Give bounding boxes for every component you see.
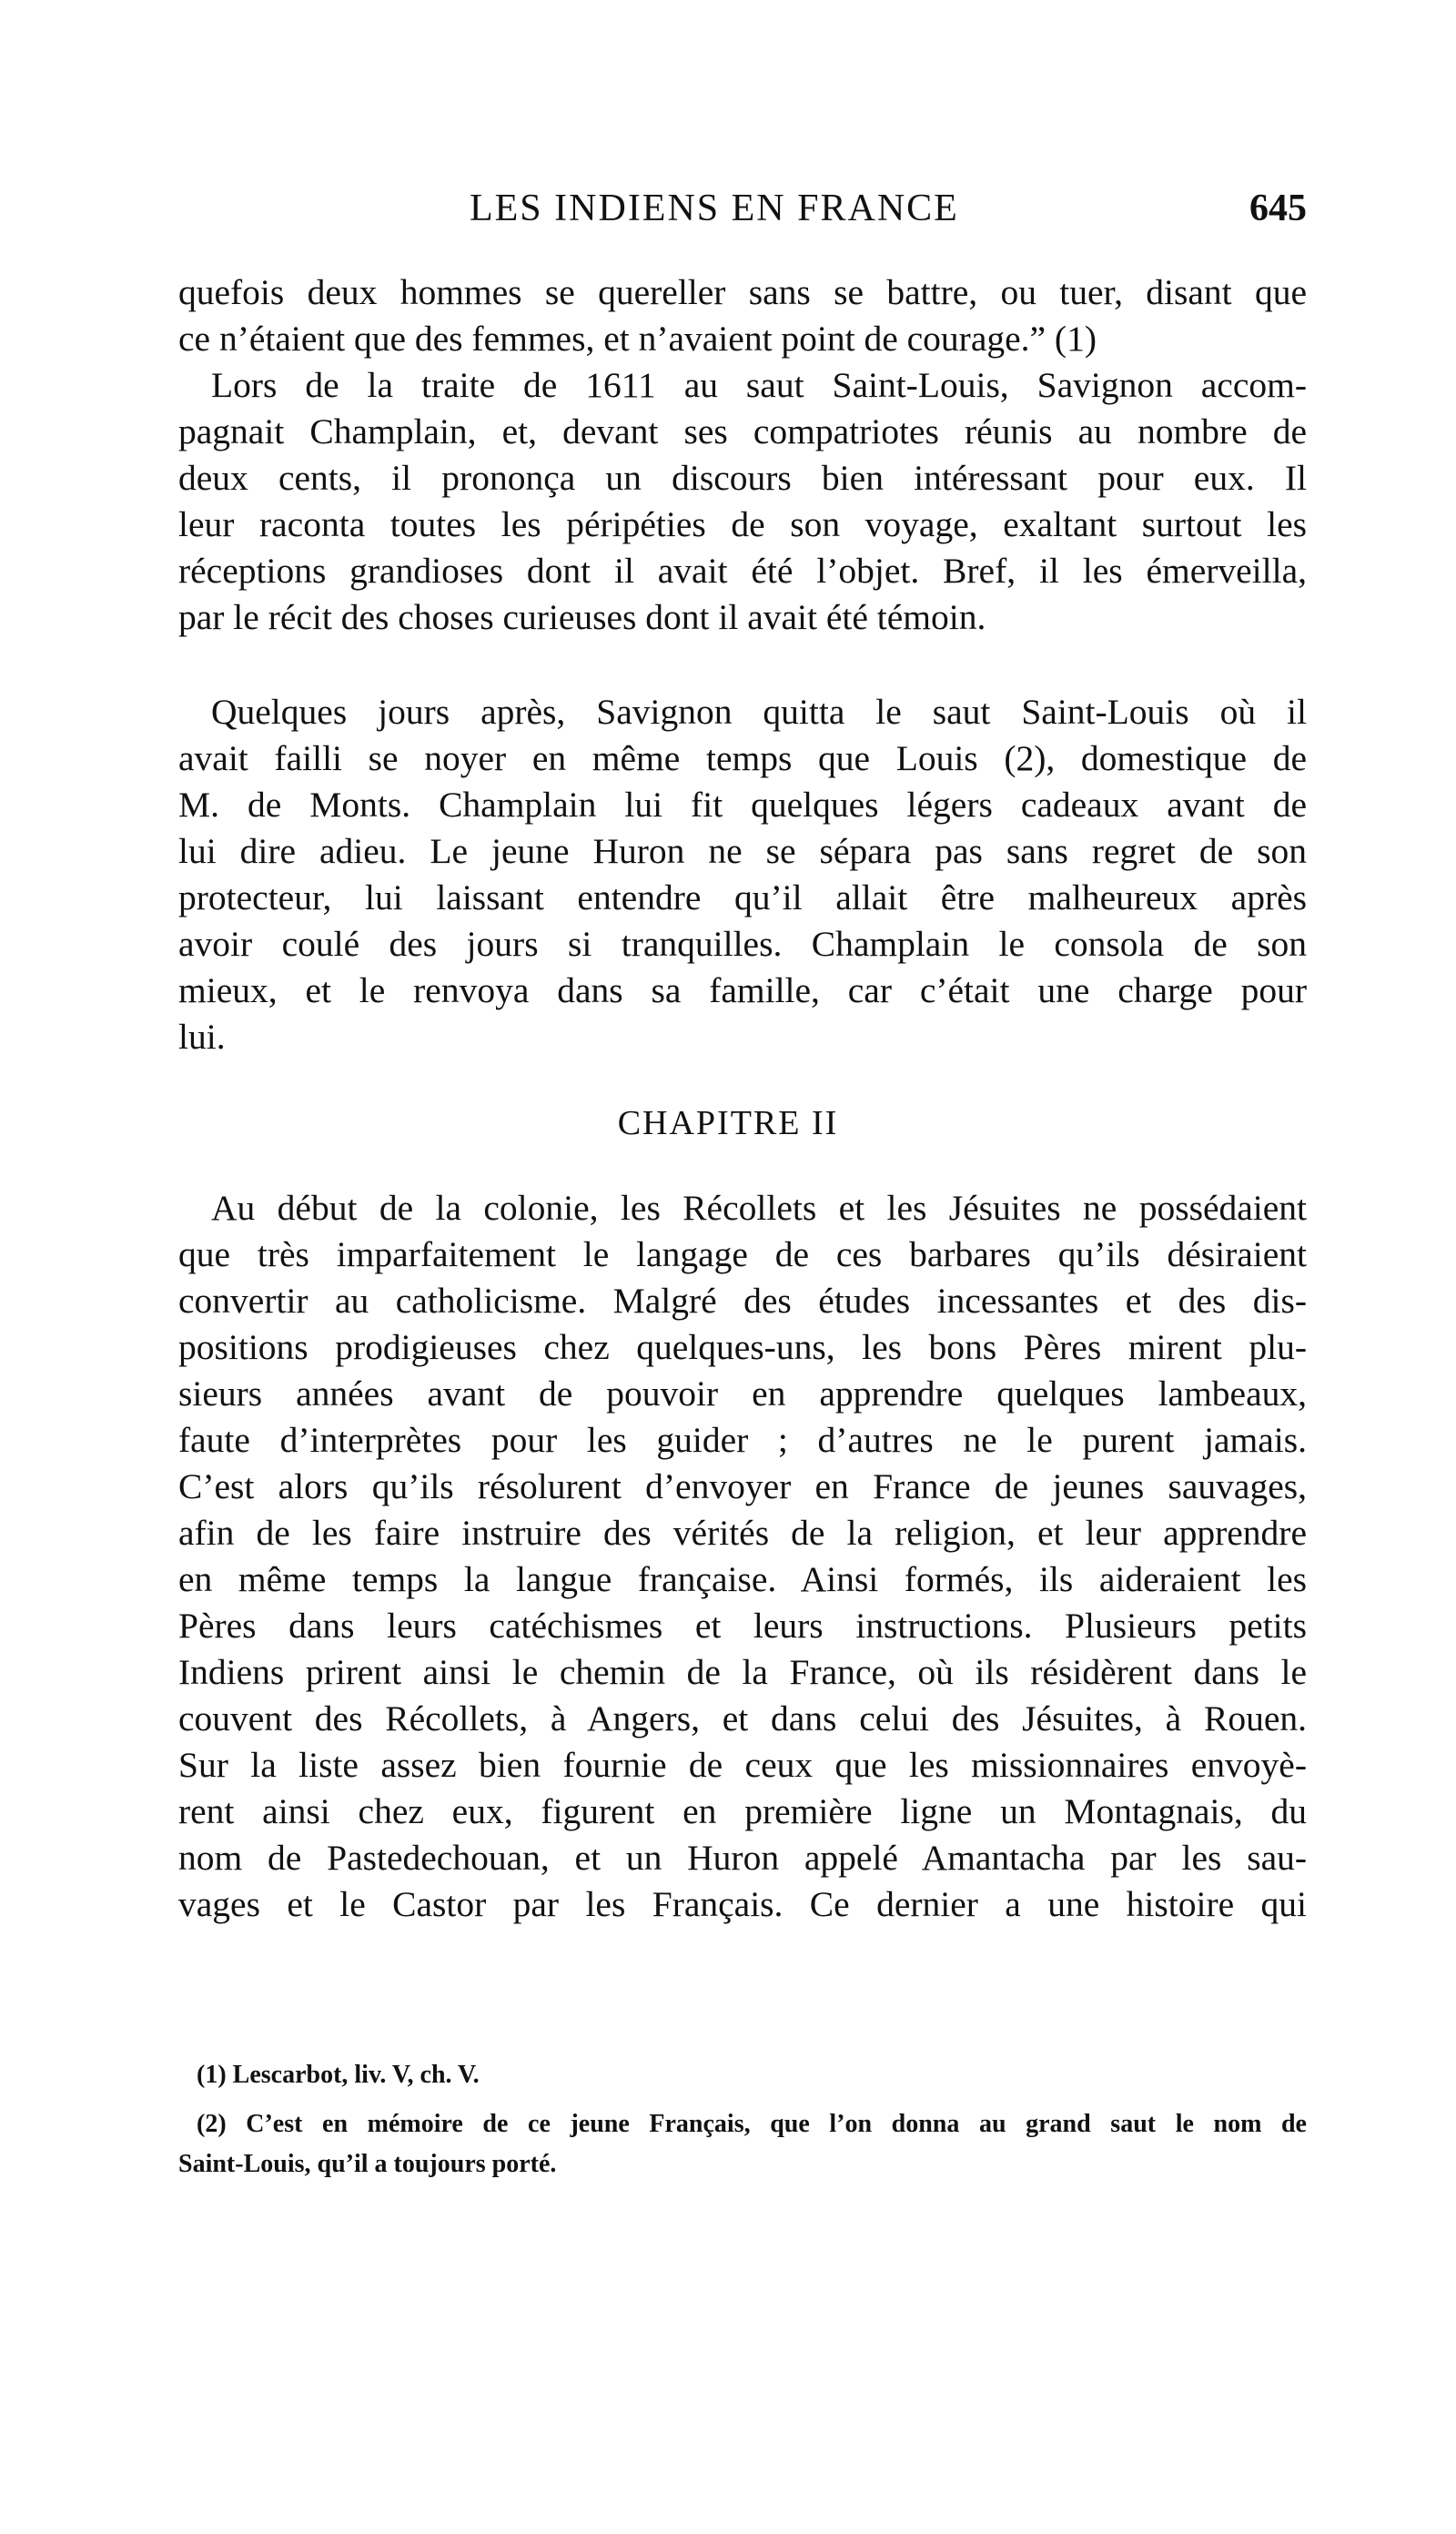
footnote-spacer (197, 2095, 1307, 2104)
text-line: en même temps la langue française. Ainsi formés, ils aideraient les (178, 1559, 1307, 1599)
footnote-1: (1) Lescarbot, liv. V, ch. V. (197, 2061, 480, 2089)
text-line: avait failli se noyer en même temps que Louis (2), domestique de (178, 738, 1307, 778)
paragraph-continued (178, 269, 1307, 641)
text-line: C’est alors qu’ils résolurent d’envoyer en France de jeunes sauvages, (178, 1466, 1307, 1506)
text-line: réceptions grandioses dont il avait été l’objet. Bref, il les émerveilla, (178, 551, 1307, 591)
text-line: convertir au catholicisme. Malgré des études incessantes et des dis- (178, 1281, 1307, 1321)
text-line: que très imparfaitement le langage de ces barbares qu’ils désiraient (178, 1234, 1307, 1274)
paragraph-chapter-opening (178, 1185, 1307, 1928)
text-line: lui. (178, 1017, 226, 1057)
running-title: LES INDIENS EN FRANCE (470, 188, 959, 229)
text-line: faute d’interprètes pour les guider ; d’autres ne le purent jamais. (178, 1420, 1307, 1460)
text-line: par le récit des choses curieuses dont il avait été témoin. (178, 597, 986, 637)
chapter-heading: CHAPITRE II (617, 1104, 839, 1142)
text-line: leur raconta toutes les péripéties de son voyage, exaltant surtout les (178, 504, 1307, 544)
footnote-2-line-1: (2) C’est en mémoire de ce jeune Français, que l’on donna au grand saut le nom de (197, 2110, 1307, 2138)
text-line: Lors de la traite de 1611 au saut Saint-Louis, Savignon accom- (211, 365, 1307, 405)
text-line: Quelques jours après, Savignon quitta le saut Saint-Louis où il (211, 692, 1307, 732)
text-line: nom de Pastedechouan, et un Huron appelé Amantacha par les sau- (178, 1838, 1307, 1878)
text-line: mieux, et le renvoya dans sa famille, car c’était une charge pour (178, 970, 1307, 1010)
text-line: deux cents, il prononça un discours bien intéressant pour eux. Il (178, 458, 1307, 498)
text-line: pagnait Champlain, et, devant ses compatriotes réunis au nombre de (178, 411, 1307, 451)
text-line: ce n’étaient que des femmes, et n’avaient point de courage.” (1) (178, 319, 1097, 359)
footnotes (178, 2055, 1307, 2184)
text-line: avoir coulé des jours si tranquilles. Champlain le consola de son (178, 924, 1307, 964)
text-line: couvent des Récollets, à Angers, et dans celui des Jésuites, à Rouen. (178, 1698, 1307, 1738)
text-line: M. de Monts. Champlain lui fit quelques légers cadeaux avant de (178, 785, 1307, 825)
text-line: lui dire adieu. Le jeune Huron ne se sépara pas sans regret de son (178, 831, 1307, 871)
page-number: 645 (1249, 188, 1307, 229)
text-line: sieurs années avant de pouvoir en apprendre quelques lambeaux, (178, 1373, 1307, 1414)
text-line: positions prodigieuses chez quelques-uns, les bons Pères mirent plu- (178, 1327, 1307, 1367)
running-head (178, 187, 1307, 232)
paragraph-savignon-departure (178, 689, 1307, 1060)
text-line: protecteur, lui laissant entendre qu’il allait être malheureux après (178, 877, 1307, 917)
text-line: Au début de la colonie, les Récollets et les Jésuites ne possédaient (211, 1188, 1307, 1228)
text-line: quefois deux hommes se quereller sans se battre, ou tuer, disant que (178, 272, 1307, 312)
text-line: rent ainsi chez eux, figurent en première ligne un Montagnais, du (178, 1791, 1307, 1831)
text-line: Indiens prirent ainsi le chemin de la France, où ils résidèrent dans le (178, 1652, 1307, 1692)
text-line: Sur la liste assez bien fournie de ceux que les missionnaires envoyè- (178, 1745, 1307, 1785)
text-line: afin de les faire instruire des vérités de la religion, et leur apprendre (178, 1513, 1307, 1553)
text-line: vages et le Castor par les Français. Ce dernier a une histoire qui (178, 1884, 1307, 1924)
text-line: Pères dans leurs catéchismes et leurs instructions. Plusieurs petits (178, 1606, 1307, 1646)
footnote-2-line-2: Saint-Louis, qu’il a toujours porté. (178, 2150, 557, 2178)
